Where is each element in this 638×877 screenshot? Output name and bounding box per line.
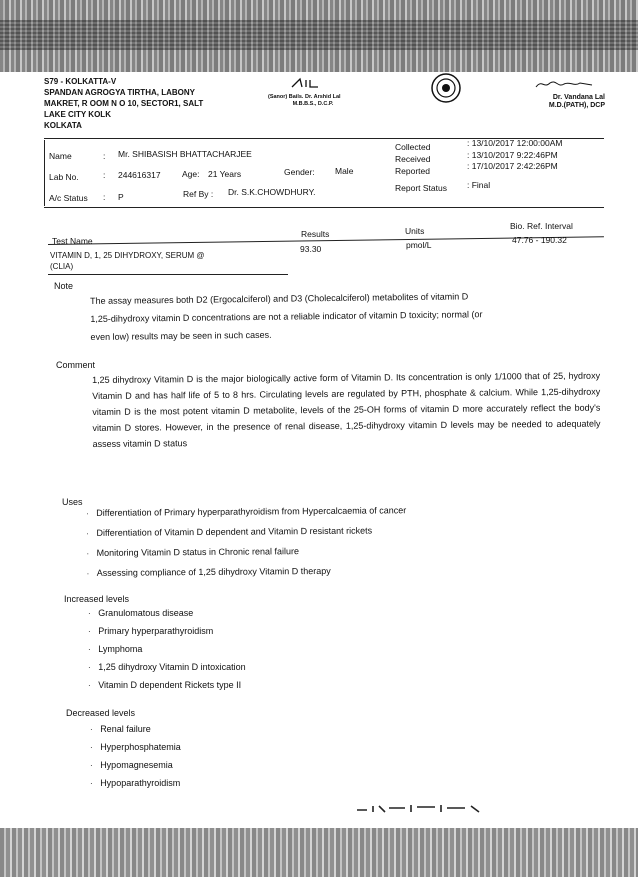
list-item xyxy=(88,677,246,694)
patient-name: Mr. SHIBASISH BHATTACHARJEE xyxy=(118,149,252,159)
list-item xyxy=(90,775,181,792)
comment-heading: Comment xyxy=(56,360,96,370)
bullet: · xyxy=(88,627,91,636)
lab-logo-icon xyxy=(290,77,330,89)
gender-value: Male xyxy=(335,166,354,176)
list-item-text: Monitoring Vitamin D status in Chronic renal failure xyxy=(96,546,300,558)
list-item xyxy=(88,623,246,640)
bullet: · xyxy=(88,663,91,672)
reported-label: Reported xyxy=(395,166,430,176)
address-line: SPANDAN AGROGYA TIRTHA, LABONY xyxy=(44,88,195,97)
list-item xyxy=(88,641,246,658)
lab-logo-block xyxy=(268,76,358,108)
doctor-center-degree: M.B.B.S., D.C.P. xyxy=(292,101,334,107)
result-value: 93.30 xyxy=(300,244,322,254)
list-item xyxy=(88,605,246,622)
ref-by-value: Dr. S.K.CHOWDHURY. xyxy=(228,187,316,197)
age-label: Age: xyxy=(182,169,200,179)
test-row xyxy=(50,250,205,272)
bullet: · xyxy=(90,743,93,752)
list-item-text: Vitamin D dependent Rickets type II xyxy=(98,680,242,690)
header-test-name: Test Name xyxy=(52,236,93,246)
uses-list xyxy=(86,502,407,582)
result-ref-interval: 47.76 - 190.32 xyxy=(512,235,567,245)
scan-noise-top-band xyxy=(0,20,638,50)
divider xyxy=(44,207,604,208)
test-name: VITAMIN D, 1, 25 DIHYDROXY, SERUM @ xyxy=(50,251,205,260)
doctor-right-block xyxy=(520,76,605,110)
row-divider xyxy=(48,274,288,275)
bullet: · xyxy=(86,548,90,558)
accreditation-seal-icon xyxy=(430,72,462,104)
list-item xyxy=(86,522,406,542)
report-status-label: Report Status xyxy=(395,183,447,193)
list-item xyxy=(90,721,181,738)
test-method: (CLIA) xyxy=(50,262,74,271)
lab-number: 244616317 xyxy=(118,170,161,180)
doctor-right-name: Dr. Vandana Lal xyxy=(552,94,605,101)
doctor-center-name: (Sanor) Bails. Dr. Arshid Lal xyxy=(268,94,341,100)
list-item-text: Hypomagnesemia xyxy=(100,760,173,770)
list-item-text: Assessing compliance of 1,25 dihydroxy Vitamin D therapy xyxy=(96,565,331,578)
result-units: pmol/L xyxy=(406,240,432,250)
list-item-text: Differentiation of Primary hyperparathyroidism from Hypercalcaemia of cancer xyxy=(96,505,407,518)
note-heading: Note xyxy=(54,281,74,291)
header-units: Units xyxy=(405,226,425,236)
bullet: · xyxy=(90,779,93,788)
list-item-text: Primary hyperparathyroidism xyxy=(98,626,214,636)
note-line: even low) results may be seen in such cases. xyxy=(90,329,272,342)
collected-value: : 13/10/2017 12:00:00AM xyxy=(467,138,563,148)
list-item-text: Renal failure xyxy=(100,724,151,734)
bullet: · xyxy=(86,568,90,578)
bullet: · xyxy=(90,761,93,770)
scan-noise-bottom xyxy=(0,828,638,877)
header-ref-interval: Bio. Ref. Interval xyxy=(510,221,573,231)
address-line: KOLKATA xyxy=(44,121,82,130)
report-status-value: : Final xyxy=(467,180,491,190)
colon: : xyxy=(103,170,106,180)
lab-address xyxy=(44,76,203,131)
uses-heading: Uses xyxy=(62,497,83,507)
address-line: LAKE CITY KOLK xyxy=(44,110,111,119)
header-results: Results xyxy=(301,229,330,239)
list-item-text: Hypoparathyroidism xyxy=(100,778,181,788)
list-item xyxy=(86,502,406,522)
ac-status-label: A/c Status xyxy=(49,193,88,203)
collected-label: Collected xyxy=(395,142,431,152)
comment-text: 1,25 dihydroxy Vitamin D is the major biologically active form of Vitamin D. Its concentration is only 1/1000 that of 25, hydroxy Vitamin D and has half life of 5 to 8 hrs. Circulating levels are regulated by PTH, phosphate & calcium. While 1,25-dihydroxy vitamin D is the most potent vitamin D metabolite, levels of the 25-OH forms of vitamin D more accurately reflect the body's vitamin D stores. However, in the presence of renal disease, 1,25-dihydroxy vitamin D levels may be needed to adequately assess vitamin D status xyxy=(92,370,601,449)
note-line: 1,25-dihydroxy vitamin D concentrations are not a reliable indicator of vitamin D toxicity; normal (or xyxy=(90,309,483,324)
colon: : xyxy=(103,192,106,202)
labno-label: Lab No. xyxy=(49,172,79,182)
bullet: · xyxy=(88,681,91,690)
divider xyxy=(44,140,45,206)
ac-status-value: P xyxy=(118,192,124,202)
list-item xyxy=(88,659,246,676)
bullet: · xyxy=(86,508,89,518)
bullet: · xyxy=(88,609,91,618)
note-line: The assay measures both D2 (Ergocalciferol) and D3 (Cholecalciferol) metabolites of vitamin D xyxy=(90,291,469,306)
colon: : xyxy=(103,151,106,161)
reported-value: : 17/10/2017 2:42:26PM xyxy=(467,161,558,171)
address-line: S79 - KOLKATTA-V xyxy=(44,77,117,86)
list-item-text: 1,25 dihydroxy Vitamin D intoxication xyxy=(98,662,246,672)
ref-by-label: Ref By : xyxy=(183,189,214,199)
increased-list xyxy=(88,605,246,694)
list-item xyxy=(86,542,406,562)
received-label: Received xyxy=(395,154,431,164)
bullet: · xyxy=(86,528,89,538)
list-item-text: Differentiation of Vitamin D dependent and Vitamin D resistant rickets xyxy=(96,525,373,538)
gender-label: Gender: xyxy=(284,167,315,177)
list-item xyxy=(90,757,181,774)
list-item xyxy=(90,739,181,756)
age-value: 21 Years xyxy=(208,169,242,179)
name-label: Name xyxy=(49,151,72,161)
list-item-text: Granulomatous disease xyxy=(98,608,194,618)
list-item-text: Hyperphosphatemia xyxy=(100,742,181,752)
bullet: · xyxy=(90,725,93,734)
increased-heading: Increased levels xyxy=(64,594,130,604)
doctor-right-degree: M.D.(PATH), DCP xyxy=(548,102,605,109)
received-value: : 13/10/2017 9:22:46PM xyxy=(467,150,558,160)
stamp-fragment-icon xyxy=(355,802,485,814)
decreased-list xyxy=(90,721,181,792)
bullet: · xyxy=(88,645,91,654)
note-text xyxy=(90,288,591,345)
address-line: MAKRET, R OOM N O 10, SECTOR1, SALT xyxy=(44,99,204,108)
list-item xyxy=(87,562,407,582)
signature-icon xyxy=(534,79,594,89)
list-item-text: Lymphoma xyxy=(98,644,143,654)
decreased-heading: Decreased levels xyxy=(66,708,136,718)
